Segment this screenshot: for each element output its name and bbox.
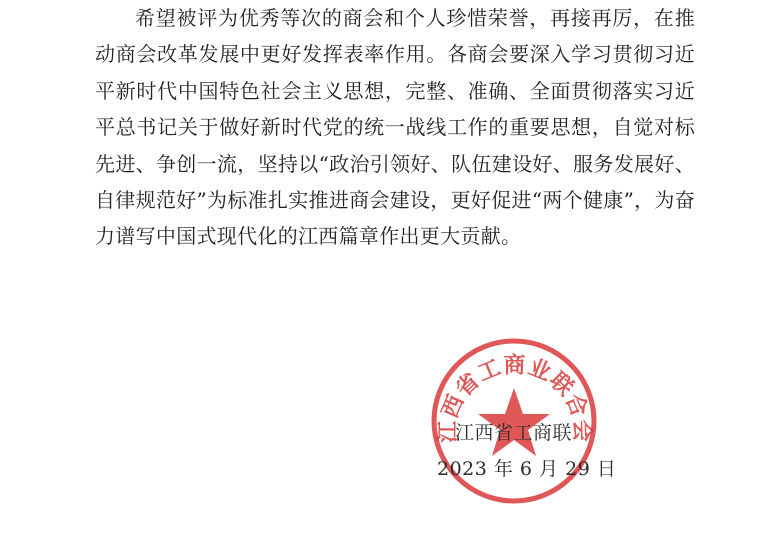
signature-organization: 江西省工商联 — [455, 422, 573, 444]
seal-text: 江西省工商业联合会 — [434, 352, 596, 444]
closing-paragraph: 希望被评为优秀等次的商会和个人珍惜荣誉，再接再厉，在推动商会改革发展中更好发挥表率作用。各商会要深入学习贯彻习近平新时代中国特色社会主义思想，完整、准确、全面贯彻落实习近平总书记关于做好新时代党的统一战线工作的重要思想，自觉对标先进、争创一流，坚持以“政治引领好、队伍建设好、服务发展好、自律规范好”为标准扎实推进商会建设，更好促进“两个健康”，为奋力谱写中国式现代化的江西篇章作出更大贡献。 — [95, 6, 695, 249]
signature-date: 2023 年 6 月 29 日 — [437, 458, 617, 480]
body-text — [95, 0, 695, 255]
